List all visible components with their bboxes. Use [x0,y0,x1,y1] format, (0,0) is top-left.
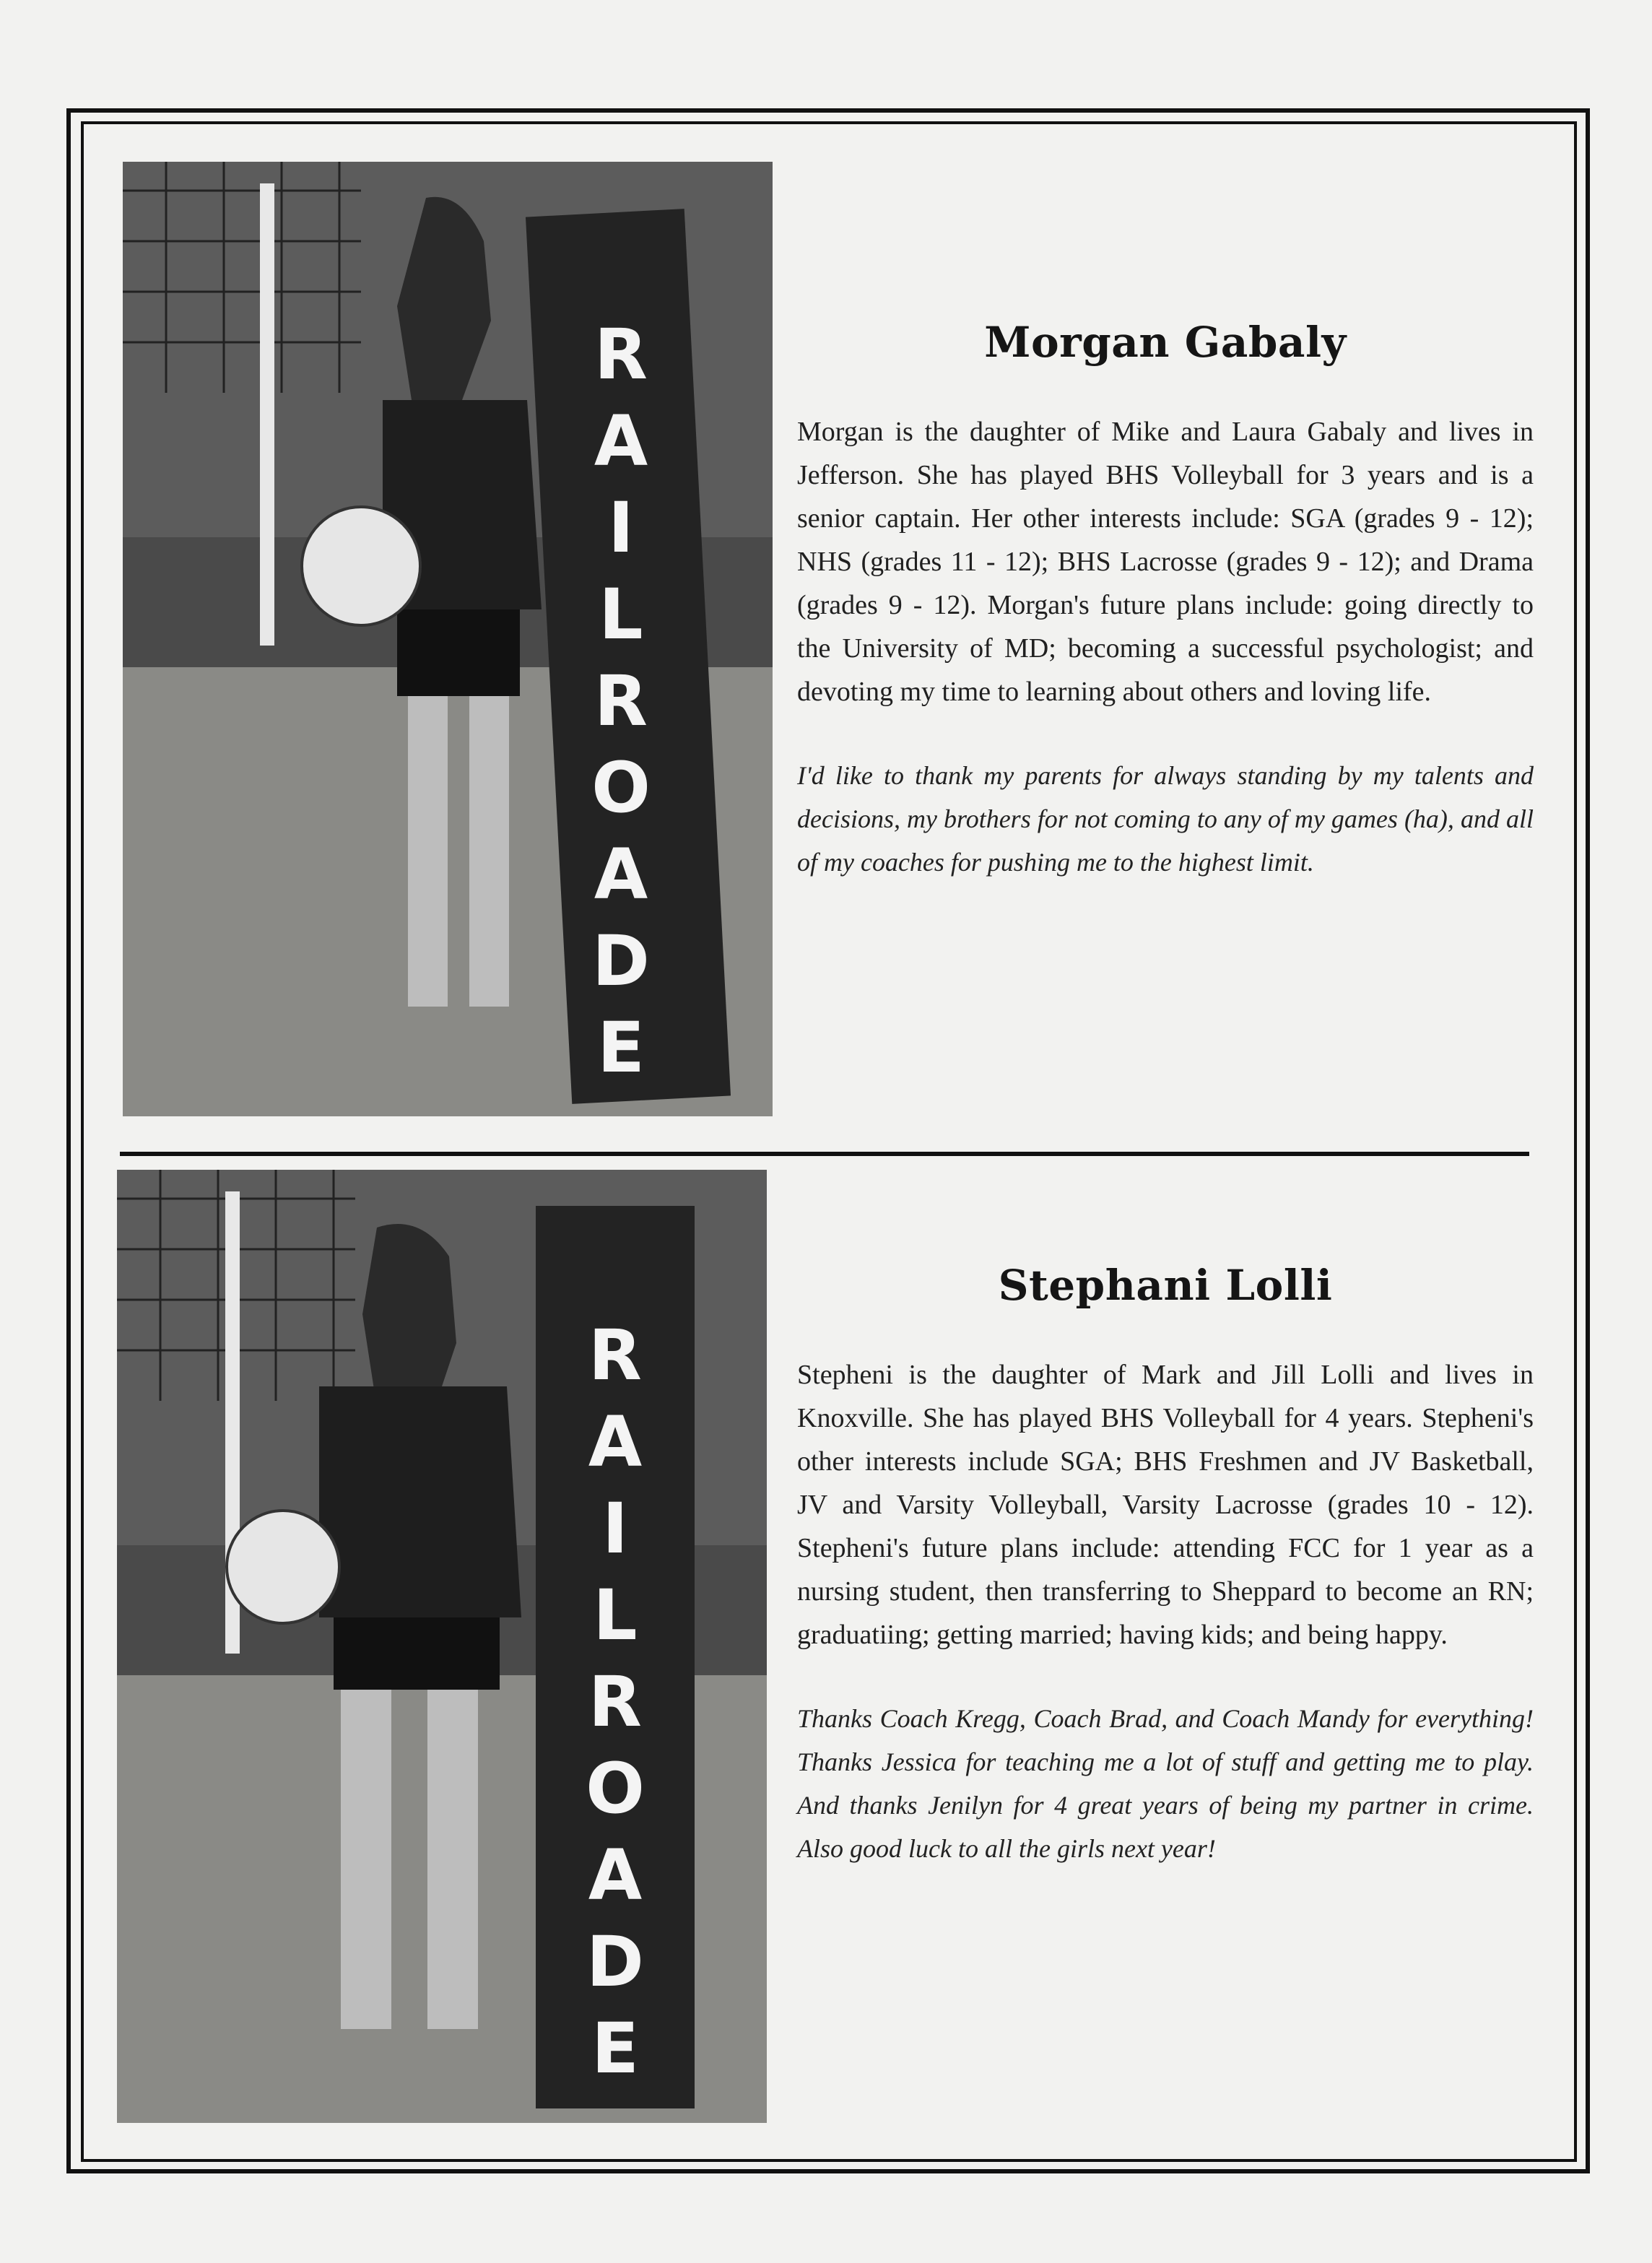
svg-text:L: L [593,1575,638,1656]
profile-thanks: Thanks Coach Kregg, Coach Brad, and Coach Mandy for everything! Thanks Jessica for teaching me a lot of stuff and getting me to play. And thanks Jenilyn for 4 great years of being my partner in crime. Also good luck to all the girls next year! [797,1704,1534,1863]
photo-illustration [117,1170,767,2123]
svg-text:D: D [592,921,650,1002]
profile-stephani [797,1261,1534,1870]
svg-text:O: O [591,747,651,828]
svg-text:I: I [602,1488,628,1569]
svg-text:E: E [597,1007,645,1088]
svg-text:A: A [588,1835,643,1916]
profile-name: Stephani Lolli [998,1261,1333,1310]
profile-bio: Morgan is the daughter of Mike and Laura Gabaly and lives in Jefferson. She has played BHS Volleyball for 3 years and is a senior captain. Her other interests include: SGA (grades 9 - 12); NHS (grades 11 - 12); BHS Lacrosse (grades 9 - 12); and Drama (grades 9 - 12). Morgan's future plans include: going directly to the University of MD; becoming a successful psychologist; and devoting my time to learning about others and loving life. [797,417,1534,707]
svg-text:D: D [586,1921,644,2002]
svg-text:A: A [594,401,648,482]
svg-text:R: R [588,1662,642,1742]
svg-text:O: O [586,1748,645,1829]
profile-bio: Stepheni is the daughter of Mark and Jill Lolli and lives in Knoxville. She has played BHS Volleyball for 4 years. Stepheni's other interests include SGA; BHS Freshmen and JV Basketball, JV and Varsity Volleyball, Varsity Lacrosse (grades 10 - 12). Stepheni's future plans include: attending FCC for 1 year as a nursing student, then transferring to Sheppard to become an RN; graduatiing; getting married; having kids; and being happy. [797,1360,1534,1650]
svg-text:L: L [599,574,643,655]
profile-morgan [797,318,1534,884]
profile-photo-stephani [117,1170,767,2123]
profile-thanks: I'd like to thank my parents for always standing by my talents and decisions, my brothers for not coming to any of my games (ha), and all of my coaches for pushing me to the highest limit. [797,761,1534,877]
photo-illustration [123,162,773,1116]
svg-text:A: A [594,834,648,915]
svg-text:I: I [608,487,634,568]
banner-letters [586,1315,645,2089]
svg-text:A: A [588,1402,643,1482]
svg-text:R: R [594,314,648,395]
profile-name: Morgan Gabaly [984,318,1347,367]
svg-text:R: R [588,1315,642,1396]
svg-text:E: E [591,2008,639,2089]
profile-photo-morgan [123,162,773,1116]
section-divider [120,1152,1529,1156]
svg-text:R: R [594,661,648,742]
banner-letters [591,314,651,1088]
